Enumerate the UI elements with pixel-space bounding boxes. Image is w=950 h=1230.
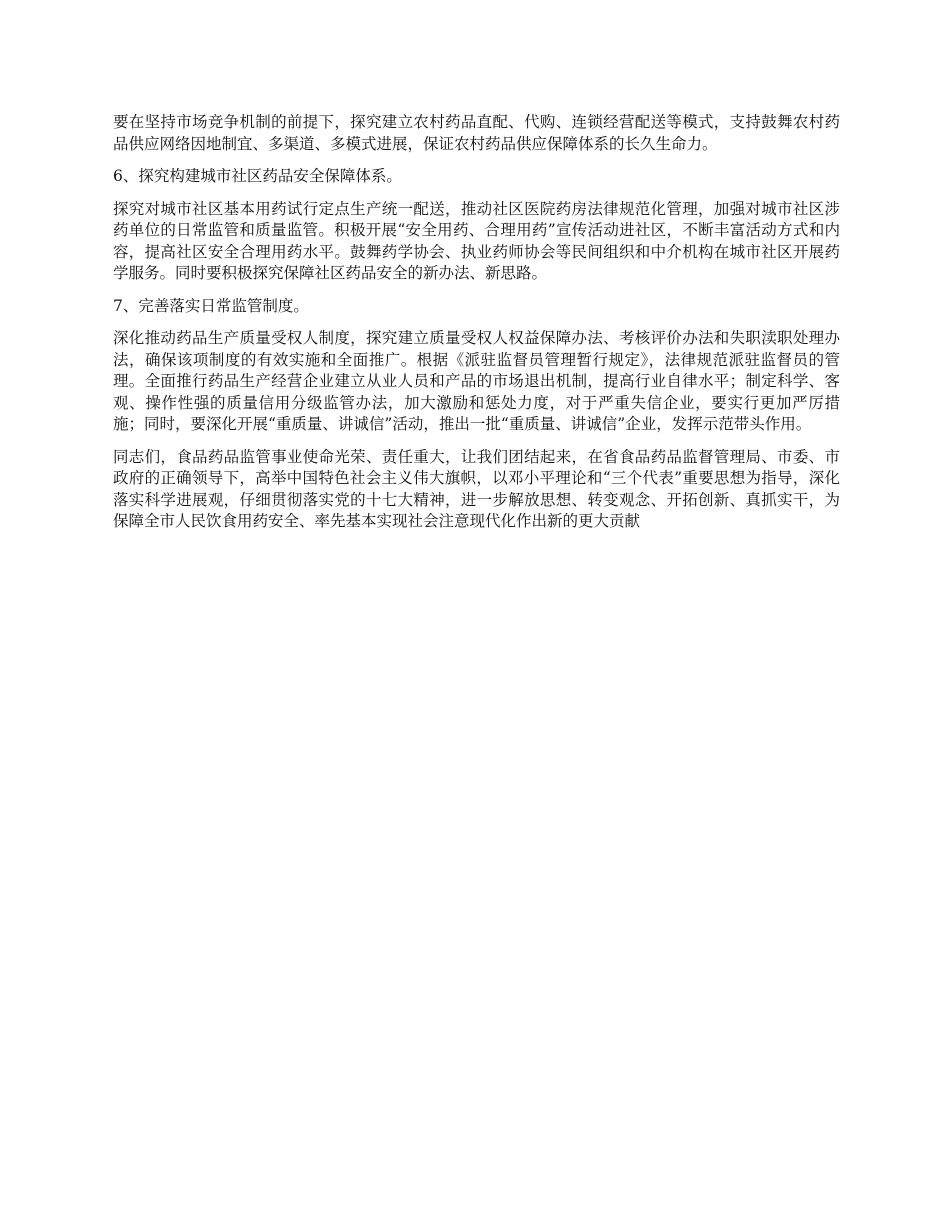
- paragraph-closing-remarks: 同志们，食品药品监管事业使命光荣、责任重大，让我们团结起来，在省食品药品监督管理局、市委、市政府的正确领导下，高举中国特色社会主义伟大旗帜，以邓小平理论和“三个代表”重要思想为指导，深化落实科学进展观，仔细贯彻落实党的十七大精神，进一步解放思想、转变观念、开拓创新、真抓实干，为保障全市人民饮食用药安全、率先基本实现社会注意现代化作出新的更大贡献: [113, 447, 840, 530]
- paragraph-daily-supervision: 深化推动药品生产质量受权人制度，探究建立质量受权人权益保障办法、考核评价办法和失职渎职处理办法，确保该项制度的有效实施和全面推广。根据《派驻监督员管理暂行规定》，法律规范派驻监督员的管理。全面推行药品生产经营企业建立从业人员和产品的市场退出机制，提高行业自律水平；制定科学、客观、操作性强的质量信用分级监管办法，加大激励和惩处力度，对于严重失信企业，要实行更加严厉措施；同时，要深化开展“重质量、讲诚信”活动，推出一批“重质量、讲诚信”企业，发挥示范带头作用。: [113, 329, 840, 433]
- paragraph-rural-drug-supply: 要在坚持市场竞争机制的前提下，探究建立农村药品直配、代购、连锁经营配送等模式，支持鼓舞农村药品供应网络因地制宜、多渠道、多模式进展，保证农村药品供应保障体系的长久生命力。: [113, 113, 840, 153]
- heading-item-7: 7、完善落实日常监管制度。: [113, 296, 309, 315]
- heading-item-6: 6、探究构建城市社区药品安全保障体系。: [113, 167, 402, 185]
- document-body: [113, 112, 840, 544]
- paragraph-community-drug-safety: 探究对城市社区基本用药试行定点生产统一配送，推动社区医院药房法律规范化管理，加强对城市社区涉药单位的日常监管和质量监管。积极开展“安全用药、合理用药”宣传活动进社区，不断丰富活动方式和内容，提高社区安全合理用药水平。鼓舞药学协会、执业药师协会等民间组织和中介机构在城市社区开展药学服务。同时要积极探究保障社区药品安全的新办法、新思路。: [113, 199, 840, 282]
